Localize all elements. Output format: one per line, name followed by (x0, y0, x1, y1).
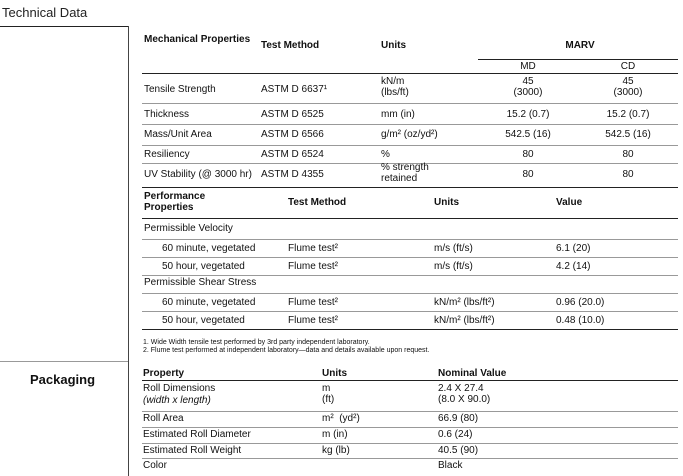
mech-header-cd: CD (620, 61, 636, 72)
rule (142, 380, 678, 381)
pack-row-property-subline: (width x length) (143, 395, 211, 406)
pack-row-property: Estimated Roll Weight (143, 445, 242, 456)
perf-row-condition: 60 minute, vegetated (162, 243, 256, 254)
perf-row-method: Flume test² (288, 261, 339, 272)
pack-row-value: 0.6 (24) (438, 429, 473, 440)
perf-row-method: Flume test² (288, 315, 339, 326)
pack-row-property: Estimated Roll Diameter (143, 429, 251, 440)
perf-header-units: Units (434, 197, 459, 208)
perf-row-value: 0.48 (10.0) (556, 315, 605, 326)
row-divider (142, 293, 678, 294)
row-divider (142, 145, 678, 146)
pack-row-value: 40.5 (90) (438, 445, 479, 456)
mech-row-units: % (381, 149, 390, 160)
mech-row-units: mm (in) (381, 109, 415, 120)
pack-row-value: 66.9 (80) (438, 413, 479, 424)
mech-row-units: g/m² (oz/yd²) (381, 129, 438, 140)
pack-row-units: m² (yd²) (322, 413, 360, 424)
mech-header-marv: MARV (565, 40, 595, 51)
perf-row-value: 6.1 (20) (556, 243, 591, 254)
packaging-rule (0, 361, 128, 362)
pack-row-property-line: Roll Dimensions (143, 383, 216, 394)
rule (142, 218, 678, 219)
mech-row-md: 15.2 (0.7) (506, 109, 550, 120)
mech-row-units: % strength retained (381, 162, 429, 184)
row-divider (142, 103, 678, 104)
pack-row-units: kg (lb) (322, 445, 350, 456)
mech-row-cd: 80 (622, 169, 634, 180)
row-divider (142, 458, 678, 459)
pack-row-units: m (in) (322, 429, 348, 440)
mech-row-md: 45 (3000) (513, 76, 543, 98)
mech-row-method: ASTM D 4355 (261, 169, 324, 180)
row-divider (142, 124, 678, 125)
row-divider (142, 427, 678, 428)
rule (478, 59, 678, 60)
mech-header-units: Units (381, 40, 406, 51)
pack-row-property: Roll Area (143, 413, 184, 424)
row-divider (142, 275, 678, 276)
mech-row-md: 542.5 (16) (505, 129, 551, 140)
mech-row-cd: 542.5 (16) (605, 129, 651, 140)
perf-header-value: Value (556, 197, 583, 208)
row-divider (142, 311, 678, 312)
row-divider (142, 257, 678, 258)
pack-row-value: Black (438, 460, 463, 471)
pack-row-value: 2.4 X 27.4 (8.0 X 90.0) (438, 383, 491, 405)
footnote-2: 2. Flume test performed at independent laboratory—data and details available upon request. (143, 347, 430, 354)
rule (142, 73, 678, 74)
mech-header-test-method: Test Method (261, 40, 320, 51)
section-divider (128, 26, 129, 476)
perf-header-test-method: Test Method (288, 197, 347, 208)
perf-row-units: kN/m² (lbs/ft²) (434, 315, 495, 326)
mech-row-property: Resiliency (144, 149, 190, 160)
mech-row-property: Mass/Unit Area (144, 129, 212, 140)
section-title-technical-data: Technical Data (2, 5, 88, 20)
pack-header-value: Nominal Value (438, 368, 507, 379)
section-title-packaging: Packaging (30, 372, 96, 387)
mech-row-units: kN/m (lbs/ft) (381, 76, 409, 98)
row-divider (142, 443, 678, 444)
perf-row-method: Flume test² (288, 243, 339, 254)
perf-group-label: Permissible Shear Stress (144, 277, 257, 288)
mech-row-method: ASTM D 6566 (261, 129, 324, 140)
row-divider (142, 329, 678, 330)
perf-group-label: Permissible Velocity (144, 223, 233, 234)
perf-row-condition: 60 minute, vegetated (162, 297, 256, 308)
perf-row-method: Flume test² (288, 297, 339, 308)
pack-header-property: Property (143, 368, 185, 379)
perf-row-condition: 50 hour, vegetated (162, 315, 245, 326)
perf-row-condition: 50 hour, vegetated (162, 261, 245, 272)
mech-row-cd: 80 (622, 149, 634, 160)
perf-header-property: Performance Properties (144, 191, 206, 213)
mech-row-md: 80 (522, 149, 534, 160)
mech-row-cd: 15.2 (0.7) (606, 109, 650, 120)
section-rule (0, 26, 128, 27)
row-divider (142, 187, 678, 188)
perf-row-value: 0.96 (20.0) (556, 297, 605, 308)
mech-row-method: ASTM D 6525 (261, 109, 324, 120)
mech-row-cd: 45 (3000) (613, 76, 643, 98)
pack-header-units: Units (322, 368, 347, 379)
mech-row-method: ASTM D 6637¹ (261, 84, 328, 95)
mech-row-property: Thickness (144, 109, 190, 120)
perf-row-value: 4.2 (14) (556, 261, 591, 272)
footnote-1: 1. Wide Width tensile test performed by 3rd party independent laboratory. (143, 339, 370, 346)
pack-row-units: m (ft) (322, 383, 335, 405)
mech-row-method: ASTM D 6524 (261, 149, 324, 160)
perf-row-units: kN/m² (lbs/ft²) (434, 297, 495, 308)
perf-row-units: m/s (ft/s) (434, 243, 473, 254)
pack-row-property (143, 383, 215, 407)
mech-header-property: Mechanical Properties (144, 34, 251, 45)
pack-row-property: Color (143, 460, 167, 471)
row-divider (142, 411, 678, 412)
mech-row-property: UV Stability (@ 3000 hr) (144, 169, 252, 180)
row-divider (142, 239, 678, 240)
perf-row-units: m/s (ft/s) (434, 261, 473, 272)
mech-header-md: MD (520, 61, 536, 72)
mech-row-property: Tensile Strength (144, 84, 216, 95)
mech-row-md: 80 (522, 169, 534, 180)
